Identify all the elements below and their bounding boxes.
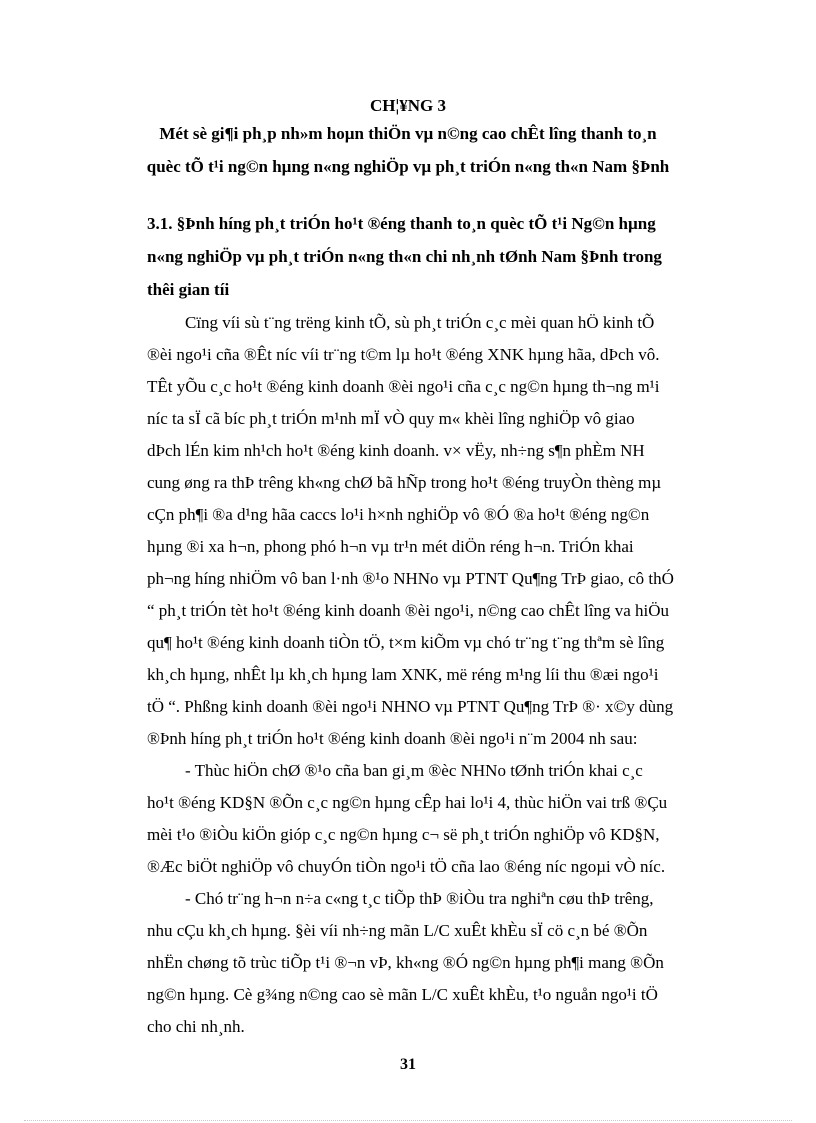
paragraph-line: ®Þnh híng ph¸t triÓn ho¹t ®éng kinh doanh ®èi ngo¹i n¨m 2004 nh sau: <box>147 729 638 748</box>
paragraph-line: ph¬ng híng nhiÖm vô ban l·nh ®¹o NHNo vµ PTNT Qu¶ng TrÞ giao, cô thÓ <box>147 569 674 588</box>
paragraph-line: - Chó tr¨ng h¬n n÷a c«ng t¸c tiÕp thÞ ®iÒu tra nghiªn cøu thÞ trêng, <box>185 889 654 908</box>
paragraph-line: - Thùc hiÖn chØ ®¹o cña ban gi¸m ®èc NHNo tØnh triÓn khai c¸c <box>185 761 643 780</box>
paragraph-line: ng©n hµng. Cè g¾ng n©ng cao sè mãn L/C xuÊt khÈu, t¹o nguån ngo¹i tÖ <box>147 985 658 1004</box>
paragraph-line: cÇn ph¶i ®a d¹ng hãa caccs lo¹i h×nh nghiÖp vô ®Ó ®a ho¹t ®éng ng©n <box>147 505 650 524</box>
paragraph-line: mèi t¹o ®iÒu kiÖn gióp c¸c ng©n hµng c¬ së ph¸t triÓn nghiÖp vô KD§N, <box>147 825 660 844</box>
paragraph-line: kh¸ch hµng, nhÊt lµ kh¸ch hµng lam XNK, më réng m¹ng líi thu ®æi ngo¹i <box>147 665 659 684</box>
paragraph-line: cung øng ra thÞ trêng kh«ng chØ bã hÑp trong ho¹t ®éng truyÒn thèng mµ <box>147 473 662 492</box>
paragraph-line: dÞch lÉn kim nh¹ch ho¹t ®éng kinh doanh. v× vËy, nh÷ng s¶n phÈm NH <box>147 441 645 460</box>
paragraph-line: ®Æc biÖt nghiÖp vô chuyÓn tiÒn ngo¹i tÖ cña lao ®éng níc ngoµi vÒ níc. <box>147 857 666 876</box>
paragraph-line: hµng ®i xa h¬n, phong phó h¬n vµ tr¹n mét diÖn réng h¬n. TriÓn khai <box>147 537 634 556</box>
chapter-heading: CH¦¥NG 3 <box>370 96 446 115</box>
paragraph-line: ho¹t ®éng KD§N ®Õn c¸c ng©n hµng cÊp hai lo¹i 4, thùc hiÖn vai trß ®Çu <box>147 793 668 812</box>
paragraph-line: Cïng víi sù t¨ng trëng kinh tÕ, sù ph¸t triÓn c¸c mèi quan hÖ kinh tÕ <box>185 313 655 332</box>
page-bottom-rule <box>24 1120 792 1121</box>
paragraph-line: qu¶ ho¹t ®éng kinh doanh tiÒn tÖ, t×m kiÕm vµ chó tr¨ng t¨ng thªm sè lîng <box>147 633 665 652</box>
section-heading-line-3: thêi gian tíi <box>147 280 230 299</box>
paragraph-line: tÖ “. Phßng kinh doanh ®èi ngo¹i NHNO vµ PTNT Qu¶ng TrÞ ®· x©y dùng <box>147 697 674 716</box>
section-heading-line-1: 3.1. §Þnh híng ph¸t triÓn ho¹t ®éng thanh to¸n quèc tÕ t¹i Ng©n hµng <box>147 214 656 233</box>
page-number: 31 <box>400 1056 416 1073</box>
chapter-title-line-1: Mét sè gi¶i ph¸p nh»m hoµn thiÖn vµ n©ng cao chÊt lîng thanh to¸n <box>159 124 657 143</box>
paragraph-line: “ ph¸t triÓn tèt ho¹t ®éng kinh doanh ®èi ngo¹i, n©ng cao chÊt lîng va hiÖu <box>147 601 670 620</box>
paragraph-line: nhu cÇu kh¸ch hµng. §èi víi nh÷ng mãn L/C xuÊt khÈu sÏ cö c¸n bé ®Õn <box>147 921 648 940</box>
paragraph-line: ®èi ngo¹i cña ®Êt níc víi tr¨ng t©m lµ ho¹t ®éng XNK hµng hãa, dÞch vô. <box>147 345 660 364</box>
paragraph-line: níc ta sÏ cã bíc ph¸t triÓn m¹nh mÏ vÒ quy m« khèi lîng nghiÖp vô giao <box>147 409 635 428</box>
paragraph-line: cho chi nh¸nh. <box>147 1017 245 1036</box>
chapter-title-line-2: quèc tÕ t¹i ng©n hµng n«ng nghiÖp vµ ph¸t triÓn n«ng th«n Nam §Þnh <box>146 157 670 176</box>
paragraph-line: TÊt yÕu c¸c ho¹t ®éng kinh doanh ®èi ngo¹i cña c¸c ng©n hµng th¬ng m¹i <box>147 377 660 396</box>
paragraph-line: nhËn chøng tõ trùc tiÕp t¹i ®¬n vÞ, kh«ng ®Ó ng©n hµng ph¶i mang ®Õn <box>147 953 664 972</box>
section-heading-line-2: n«ng nghiÖp vµ ph¸t triÓn n«ng th«n chi nh¸nh tØnh Nam §Þnh trong <box>147 247 662 266</box>
